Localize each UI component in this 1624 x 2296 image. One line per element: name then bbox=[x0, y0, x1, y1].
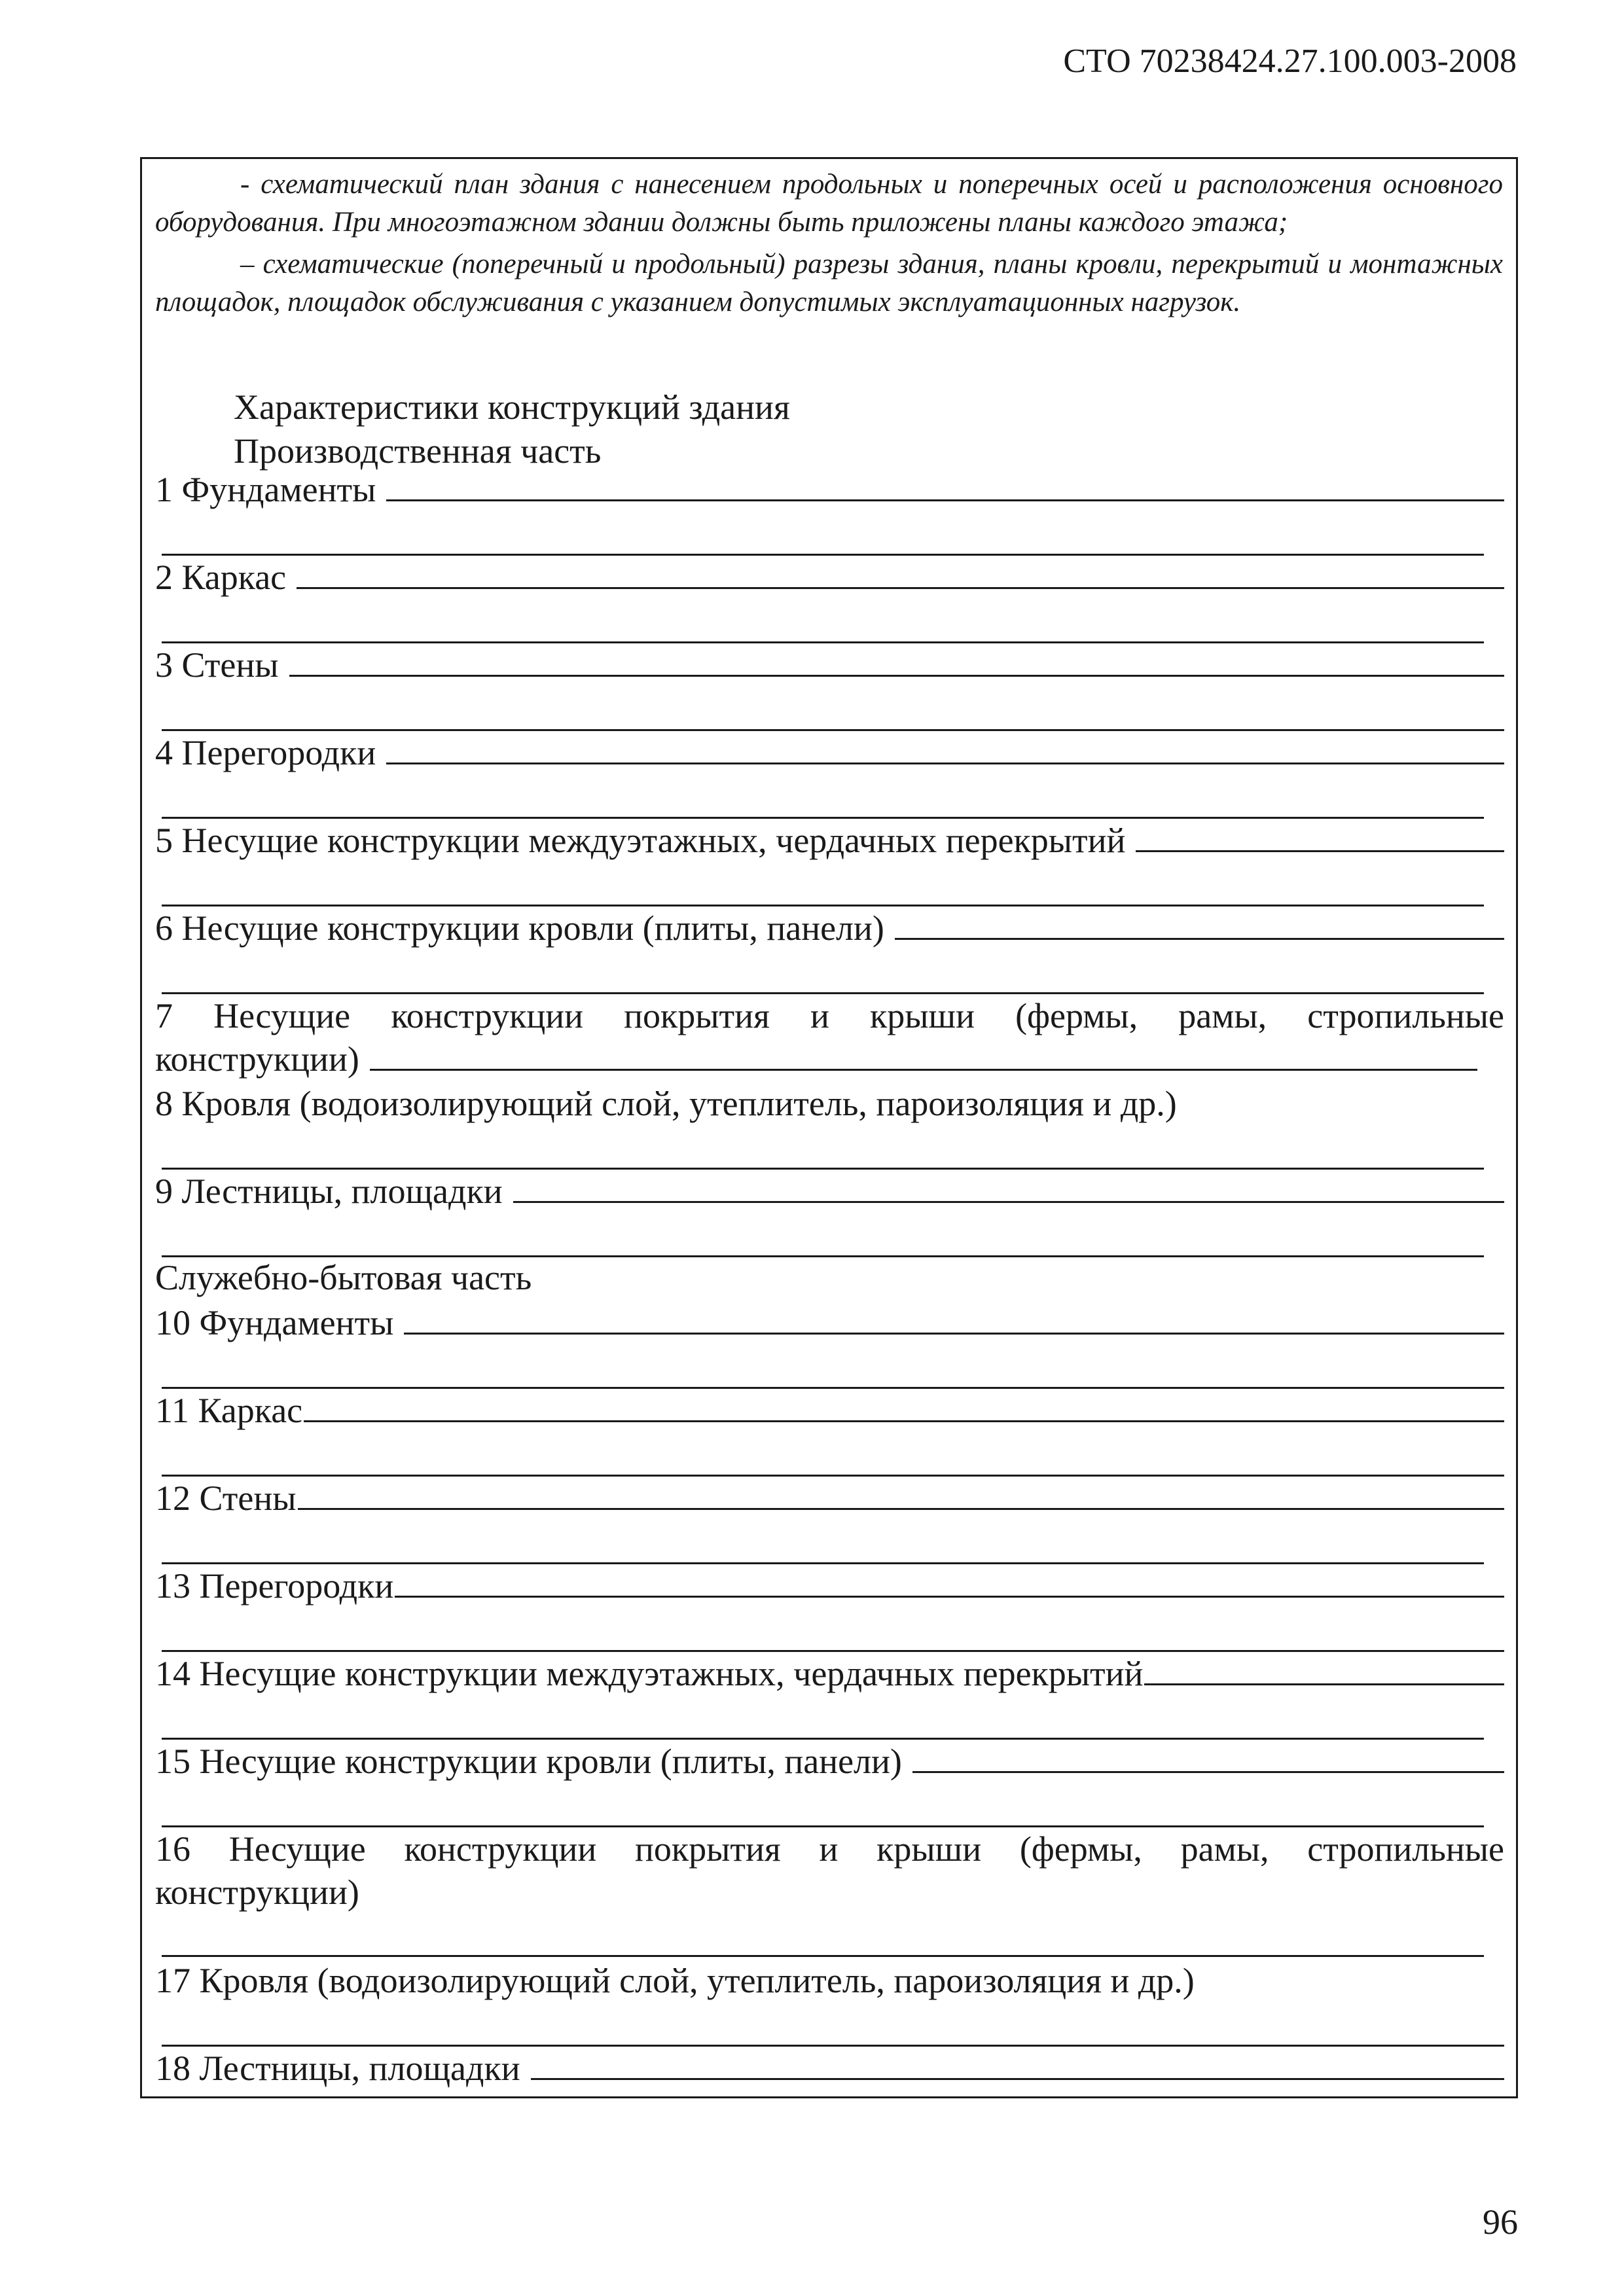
field-service-frame bbox=[155, 1389, 1504, 1477]
input-line[interactable] bbox=[513, 1170, 1504, 1203]
field-foundations bbox=[155, 468, 1504, 556]
input-line[interactable] bbox=[298, 1477, 1504, 1510]
input-line[interactable] bbox=[386, 731, 1504, 764]
field-service-foundations bbox=[155, 1301, 1504, 1389]
field-label: 10 Фундаменты bbox=[155, 1303, 394, 1342]
input-line[interactable] bbox=[1136, 819, 1504, 852]
input-line[interactable] bbox=[395, 1564, 1504, 1598]
intro-paragraph-sections: – схематические (поперечный и продольный) разрезы здания, планы кровли, перекрытий и монтажных площадок, площадок обслуживания с указанием допустимых эксплуатационных нагрузок. bbox=[155, 249, 1503, 317]
field-label: 12 Стены bbox=[155, 1479, 297, 1518]
field-roofing bbox=[155, 1082, 1504, 1170]
characteristics-heading: Характеристики конструкций здания bbox=[234, 387, 790, 427]
input-line[interactable] bbox=[297, 556, 1504, 589]
field-label: 13 Перегородки bbox=[155, 1566, 394, 1605]
form-frame bbox=[140, 157, 1518, 2098]
field-label: 2 Каркас bbox=[155, 558, 287, 597]
intro-text bbox=[155, 166, 1503, 321]
field-label: 8 Кровля (водоизолирующий слой, утеплитель, пароизоляция и др.) bbox=[155, 1084, 1177, 1123]
field-label: 11 Каркас bbox=[155, 1391, 303, 1430]
field-label: 16 Несущие конструкции покрытия и крыши (фермы, рамы, стропильные bbox=[155, 1829, 1504, 1869]
input-line[interactable] bbox=[370, 1037, 1477, 1071]
field-label-continuation: конструкции) bbox=[155, 1873, 359, 1912]
field-roof-slabs bbox=[155, 906, 1504, 994]
field-service-walls bbox=[155, 1477, 1504, 1564]
field-walls bbox=[155, 643, 1504, 731]
field-service-roof-slabs bbox=[155, 1740, 1504, 1827]
service-part-heading: Служебно-бытовая часть bbox=[155, 1258, 532, 1297]
field-service-partitions bbox=[155, 1564, 1504, 1652]
field-roof-trusses bbox=[155, 994, 1504, 1081]
field-label: 18 Лестницы, площадки bbox=[155, 2049, 520, 2088]
field-label: 3 Стены bbox=[155, 645, 279, 685]
field-label: 4 Перегородки bbox=[155, 733, 376, 772]
field-label: 5 Несущие конструкции междуэтажных, чердачных перекрытий bbox=[155, 821, 1126, 860]
document-number: СТО 70238424.27.100.003-2008 bbox=[1063, 43, 1517, 80]
input-line[interactable] bbox=[162, 1955, 1484, 1957]
field-label: 9 Лестницы, площадки bbox=[155, 1172, 503, 1211]
field-label: 15 Несущие конструкции кровли (плиты, панели) bbox=[155, 1742, 902, 1781]
field-service-floor-structures bbox=[155, 1652, 1504, 1740]
input-line[interactable] bbox=[1144, 1652, 1504, 1685]
intro-paragraph-plan: - схематический план здания с нанесением продольных и поперечных осей и расположения основного оборудования. При многоэтажном здании должны быть приложены планы каждого этажа; bbox=[155, 169, 1503, 238]
field-label: 1 Фундаменты bbox=[155, 470, 376, 509]
input-line[interactable] bbox=[404, 1301, 1504, 1335]
production-part-heading: Производственная часть bbox=[234, 431, 602, 471]
field-service-stairs bbox=[155, 2047, 1504, 2090]
input-line[interactable] bbox=[912, 1740, 1504, 1773]
input-line[interactable] bbox=[304, 1389, 1504, 1422]
input-line[interactable] bbox=[531, 2047, 1504, 2080]
field-label-continuation: конструкции) bbox=[155, 1039, 359, 1079]
input-line[interactable] bbox=[289, 643, 1504, 677]
input-line[interactable] bbox=[895, 906, 1504, 940]
field-partitions bbox=[155, 731, 1504, 819]
field-label: 6 Несущие конструкции кровли (плиты, панели) bbox=[155, 908, 884, 948]
input-line[interactable] bbox=[386, 468, 1504, 501]
field-label: 17 Кровля (водоизолирующий слой, утеплитель, пароизоляция и др.) bbox=[155, 1961, 1195, 2000]
field-service-roofing bbox=[155, 1959, 1504, 2047]
field-floor-structures bbox=[155, 819, 1504, 906]
field-frame bbox=[155, 556, 1504, 643]
page-number: 96 bbox=[1483, 2202, 1518, 2242]
field-stairs bbox=[155, 1170, 1504, 1257]
field-service-roof-trusses bbox=[155, 1827, 1504, 1916]
field-label: 7 Несущие конструкции покрытия и крыши (фермы, рамы, стропильные bbox=[155, 996, 1504, 1035]
field-label: 14 Несущие конструкции междуэтажных, чердачных перекрытий bbox=[155, 1654, 1144, 1693]
